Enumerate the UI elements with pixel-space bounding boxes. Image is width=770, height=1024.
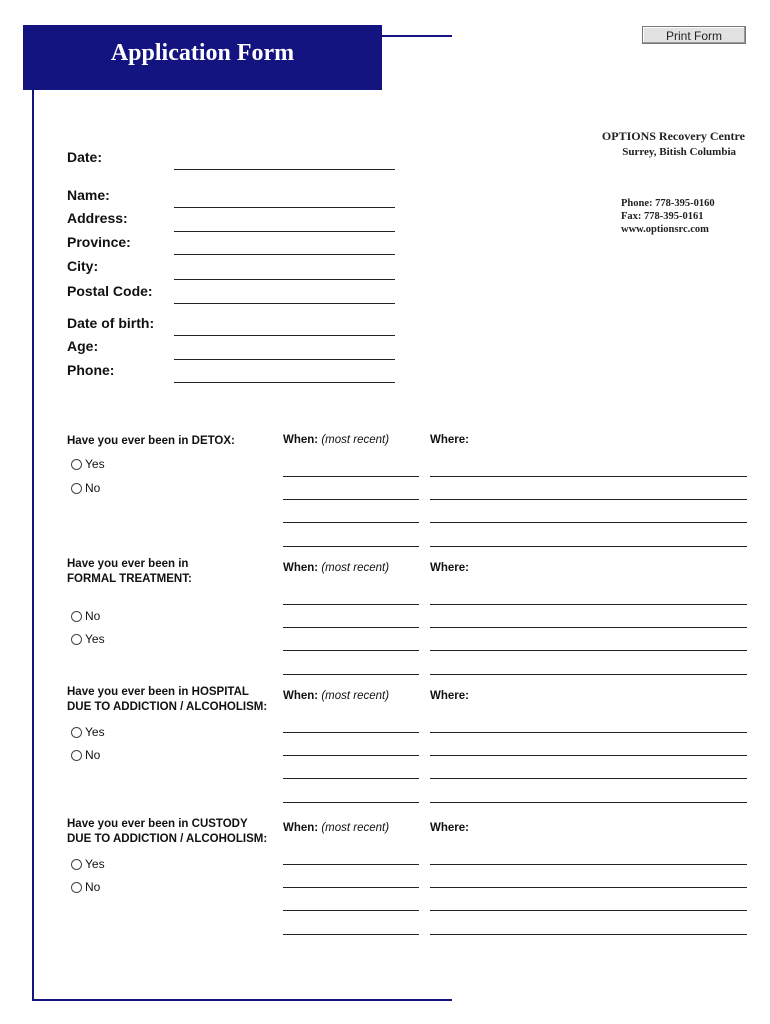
detox-where-field[interactable] <box>430 476 747 477</box>
treatment-where-field[interactable] <box>430 674 747 675</box>
treatment-question: Have you ever been in FORMAL TREATMENT: <box>67 558 192 585</box>
print-form-button[interactable]: Print Form <box>642 26 746 44</box>
detox-when-field[interactable] <box>283 546 419 547</box>
postal-code-label: Postal Code: <box>67 283 153 299</box>
org-location: Surrey, Bitish Columbia <box>622 146 736 158</box>
custody-when-field[interactable] <box>283 910 419 911</box>
custody-where-field[interactable] <box>430 934 747 935</box>
detox-when-header: When: (most recent) <box>283 434 390 446</box>
treatment-yes-option[interactable]: Yes <box>71 632 105 646</box>
org-website: www.optionsrc.com <box>621 224 709 235</box>
treatment-where-header: Where: <box>430 562 469 574</box>
org-phone: Phone: 778-395-0160 <box>621 198 715 209</box>
custody-yes-option[interactable]: Yes <box>71 857 105 871</box>
radio-icon[interactable] <box>71 611 82 622</box>
detox-no-option[interactable]: No <box>71 481 100 495</box>
hospital-when-field[interactable] <box>283 802 419 803</box>
hospital-question: Have you ever been in HOSPITAL DUE TO ADDICTION / ALCOHOLISM: <box>67 686 268 713</box>
detox-where-field[interactable] <box>430 546 747 547</box>
radio-icon[interactable] <box>71 483 82 494</box>
treatment-where-field[interactable] <box>430 627 747 628</box>
detox-where-header: Where: <box>430 434 469 446</box>
hospital-where-field[interactable] <box>430 732 747 733</box>
custody-where-field[interactable] <box>430 910 747 911</box>
hospital-when-field[interactable] <box>283 755 419 756</box>
detox-yes-option[interactable]: Yes <box>71 457 105 471</box>
hospital-where-header: Where: <box>430 690 469 702</box>
custody-where-field[interactable] <box>430 887 747 888</box>
treatment-when-field[interactable] <box>283 674 419 675</box>
city-label: City: <box>67 258 99 274</box>
hospital-yes-option[interactable]: Yes <box>71 725 105 739</box>
custody-no-option[interactable]: No <box>71 880 100 894</box>
hospital-where-field[interactable] <box>430 778 747 779</box>
treatment-when-field[interactable] <box>283 627 419 628</box>
custody-when-field[interactable] <box>283 864 419 865</box>
detox-where-field[interactable] <box>430 522 747 523</box>
name-field[interactable] <box>174 207 395 208</box>
treatment-where-field[interactable] <box>430 650 747 651</box>
radio-icon[interactable] <box>71 882 82 893</box>
age-label: Age: <box>67 338 99 354</box>
city-field[interactable] <box>174 279 395 280</box>
radio-icon[interactable] <box>71 634 82 645</box>
dob-label: Date of birth: <box>67 315 155 331</box>
header-rule <box>382 35 452 37</box>
bottom-border <box>32 999 452 1001</box>
treatment-no-option[interactable]: No <box>71 609 100 623</box>
org-name: OPTIONS Recovery Centre <box>601 129 745 143</box>
province-label: Province: <box>67 234 131 250</box>
page-title: Application Form <box>110 40 295 66</box>
treatment-when-field[interactable] <box>283 650 419 651</box>
custody-where-header: Where: <box>430 822 469 834</box>
treatment-when-field[interactable] <box>283 604 419 605</box>
hospital-when-field[interactable] <box>283 732 419 733</box>
org-fax: Fax: 778-395-0161 <box>621 211 704 222</box>
custody-when-field[interactable] <box>283 887 419 888</box>
detox-when-field[interactable] <box>283 522 419 523</box>
custody-where-field[interactable] <box>430 864 747 865</box>
age-field[interactable] <box>174 359 395 360</box>
phone-field[interactable] <box>174 382 395 383</box>
custody-when-field[interactable] <box>283 934 419 935</box>
date-label: Date: <box>67 149 103 165</box>
hospital-when-header: When: (most recent) <box>283 690 390 702</box>
radio-icon[interactable] <box>71 459 82 470</box>
radio-icon[interactable] <box>71 727 82 738</box>
treatment-when-header: When: (most recent) <box>283 562 390 574</box>
postal-code-field[interactable] <box>174 303 395 304</box>
treatment-where-field[interactable] <box>430 604 747 605</box>
address-label: Address: <box>67 210 128 226</box>
date-field[interactable] <box>174 169 395 170</box>
phone-label: Phone: <box>67 362 115 378</box>
left-border <box>32 90 34 1001</box>
name-label: Name: <box>67 187 110 203</box>
custody-question: Have you ever been in CUSTODY DUE TO ADDICTION / ALCOHOLISM: <box>67 818 268 845</box>
detox-when-field[interactable] <box>283 476 419 477</box>
custody-when-header: When: (most recent) <box>283 822 390 834</box>
radio-icon[interactable] <box>71 859 82 870</box>
hospital-where-field[interactable] <box>430 755 747 756</box>
detox-when-field[interactable] <box>283 499 419 500</box>
radio-icon[interactable] <box>71 750 82 761</box>
address-field[interactable] <box>174 231 395 232</box>
dob-field[interactable] <box>174 335 395 336</box>
hospital-where-field[interactable] <box>430 802 747 803</box>
detox-question: Have you ever been in DETOX: <box>67 435 235 447</box>
detox-where-field[interactable] <box>430 499 747 500</box>
hospital-when-field[interactable] <box>283 778 419 779</box>
hospital-no-option[interactable]: No <box>71 748 100 762</box>
province-field[interactable] <box>174 254 395 255</box>
